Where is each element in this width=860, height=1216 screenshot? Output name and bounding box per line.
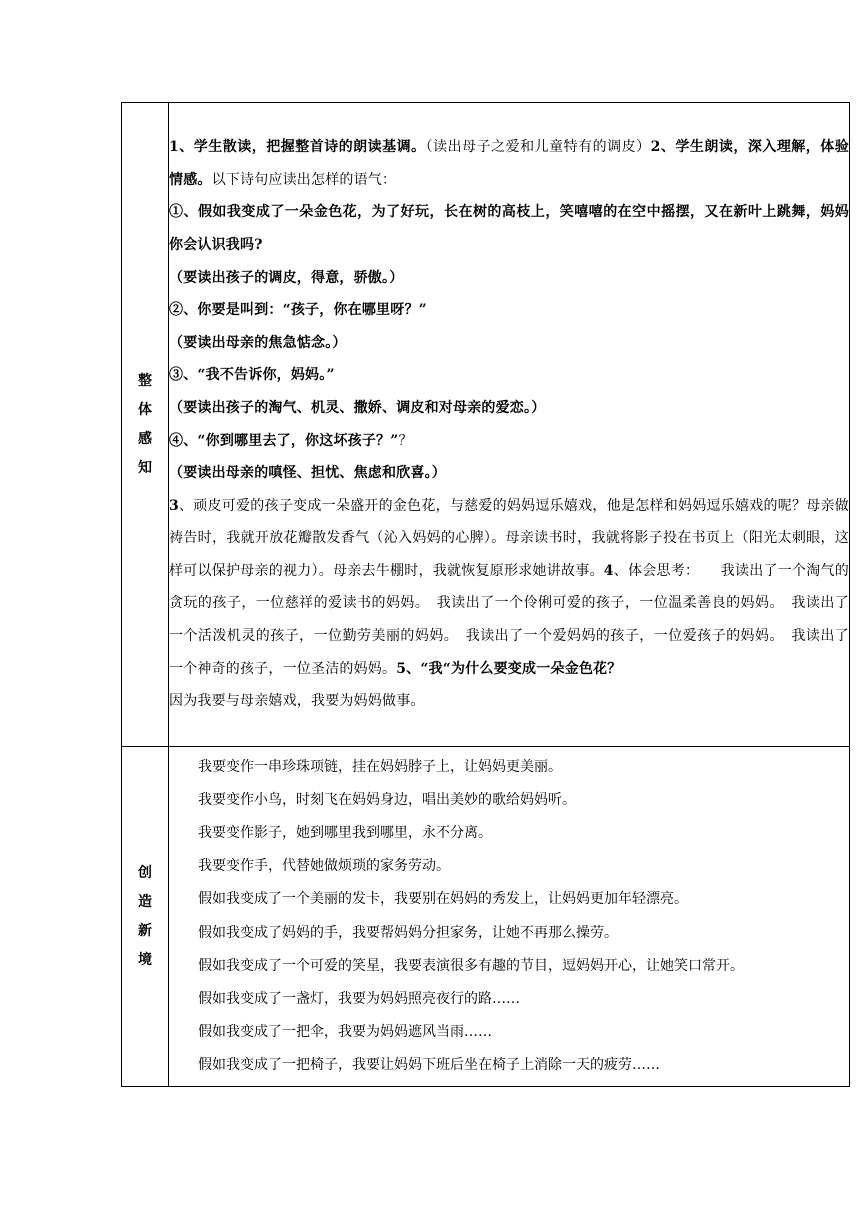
list-item: 假如我变成了一把椅子，我要让妈妈下班后坐在椅子上消除一天的疲劳……	[198, 1056, 660, 1073]
step-2-note: 以下诗句应读出怎样的语气：	[211, 171, 397, 188]
step-3-number: 3	[169, 497, 179, 514]
section-label-cell	[122, 747, 169, 1087]
section-label-cell	[122, 103, 169, 747]
lesson-table	[121, 102, 850, 1087]
poem-line-4-tail: ？	[398, 432, 413, 449]
step-5-question: 5、“我“为什么要变成一朵金色花？	[396, 660, 622, 677]
tone-note-2: （要读出母亲的焦急惦念。）	[169, 334, 347, 351]
step-4-number: 4	[603, 562, 614, 579]
tone-note-4: （要读出母亲的嗔怪、担忧、焦虑和欣喜。）	[169, 465, 446, 482]
step-2-heading: 2、学生朗读，深入理解，体验情感。	[169, 139, 849, 188]
list-item: 假如我变成了一把伞，我要为妈妈遮风当雨……	[198, 1023, 492, 1040]
label-char: 造	[138, 893, 152, 910]
section-label-create-scene	[137, 859, 153, 975]
label-char: 境	[138, 951, 152, 968]
poem-line-2: ②、你要是叫到：“孩子，你在哪里呀？”	[169, 302, 427, 319]
list-item: 我要变作影子，她到哪里我到哪里，永不分离。	[198, 825, 492, 842]
tone-note-3: （要读出孩子的淘气、机灵、撒娇、调皮和对母亲的爱恋。）	[169, 399, 546, 416]
list-item: 我要变作手，代替她做烦琐的家务劳动。	[198, 858, 450, 875]
section-content-overall-perception	[169, 103, 850, 747]
label-char: 创	[138, 864, 152, 881]
label-char: 整	[138, 372, 152, 389]
list-item: 假如我变成了一盏灯，我要为妈妈照亮夜行的路……	[198, 990, 520, 1007]
step-1-heading: 1、学生散读，把握整首诗的朗读基调。	[169, 139, 426, 156]
section-content-create-scene	[169, 747, 850, 1087]
label-char: 感	[138, 430, 152, 447]
step-1-note: （读出母子之爱和儿童特有的调皮）	[425, 139, 651, 156]
list-item: 假如我变成了一个美丽的发卡，我要别在妈妈的秀发上，让妈妈更加年轻漂亮。	[198, 891, 688, 908]
list-item: 我要变作一串珍珠项链，挂在妈妈脖子上，让妈妈更美丽。	[198, 759, 562, 776]
list-item: 假如我变成了一个可爱的笑星，我要表演很多有趣的节目，逗妈妈开心，让她笑口常开。	[198, 957, 744, 974]
paragraph-steps-1-2	[169, 131, 849, 196]
paragraph-steps-3-5	[169, 490, 849, 686]
step-3-text: 、顽皮可爱的孩子变成一朵盛开的金色花，与慈爱的妈妈逗乐嬉戏，他是怎样和妈妈逗乐嬉戏的呢？母亲做祷告时，我就开放花瓣散发香气（沁入妈妈的心脾）。母亲读书时，我就将影子投在书页上（阳光太刺眼，这样可以保护母亲的视力）。母亲去牛棚时，我就恢复原形求她讲故事。	[169, 497, 849, 579]
label-char: 新	[138, 922, 152, 939]
label-char: 知	[138, 459, 152, 476]
table-row-overall-perception	[122, 103, 850, 747]
section-label-overall-perception	[137, 367, 153, 483]
poem-line-1: ①、假如我变成了一朵金色花，为了好玩，长在树的高枝上，笑嘻嘻的在空中摇摆，又在新叶上跳舞，妈妈你会认识我吗?	[169, 204, 849, 253]
poem-line-3: ③、“我不告诉你，妈妈。”	[169, 367, 335, 384]
label-char: 体	[138, 401, 152, 418]
list-item: 假如我变成了妈妈的手，我要帮妈妈分担家务，让她不再那么操劳。	[198, 924, 618, 941]
list-item: 我要变作小鸟，时刻飞在妈妈身边，唱出美妙的歌给妈妈听。	[198, 792, 576, 809]
poem-line-4: ④、“你到哪里去了，你这坏孩子？”	[169, 432, 399, 449]
table-row-create-scene	[122, 747, 850, 1087]
poem-line-4-paragraph	[169, 425, 849, 458]
step-4-text: 、体会思考： 我读出了一个淘气的贪玩的孩子，一位慈祥的爱读书的妈妈。 我读出了一个伶俐可爱的孩子，一位温柔善良的妈妈。 我读出了一个活泼机灵的孩子，一位勤劳美丽的妈妈。 我读出了一个爱妈妈的孩子，一位爱孩子的妈妈。 我读出了一个神奇的孩子，一位圣洁的妈妈。	[169, 562, 849, 677]
step-5-answer: 因为我要与母亲嬉戏，我要为妈妈做事。	[169, 693, 425, 710]
tone-note-1: （要读出孩子的调皮，得意，骄傲。）	[169, 269, 404, 286]
